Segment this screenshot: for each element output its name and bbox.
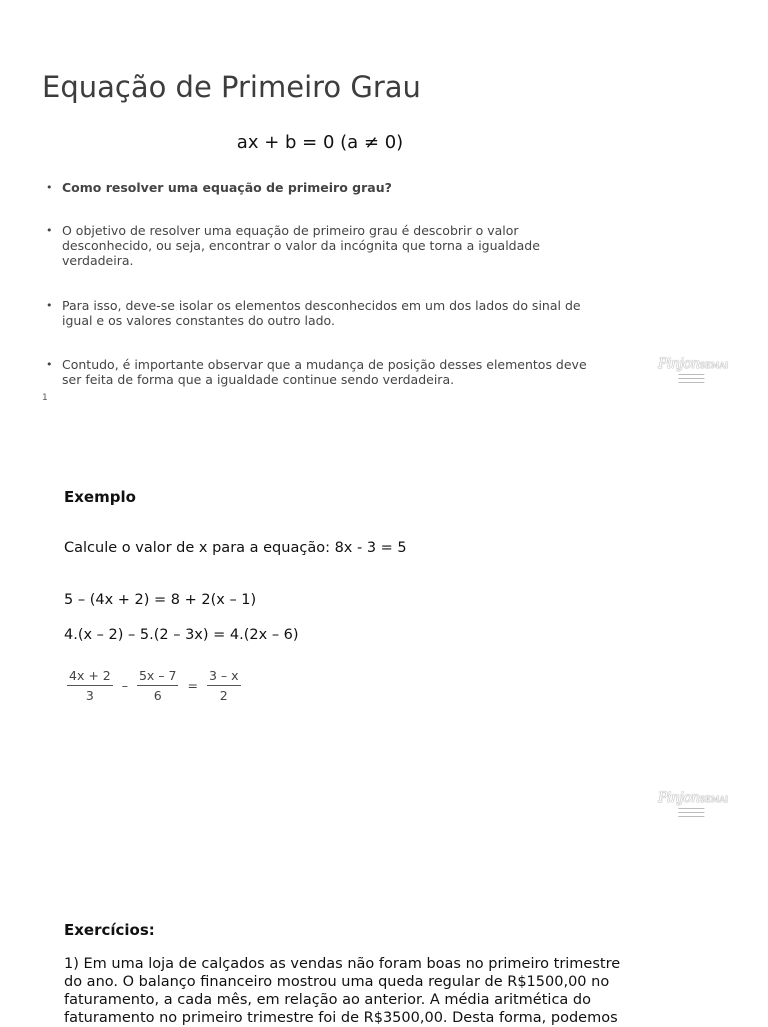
bullet-text: Contudo, é importante observar que a mudança de posição desses elementos deve ser feita de forma que a igualdade continue sendo verdadeira. (62, 357, 587, 387)
fraction: $\frac{3 - x}{2}$ (208, 668, 239, 703)
watermark-logo: PinjonSEMAI (658, 790, 748, 830)
general-formula: ax + b = 0 (a ≠ 0) (236, 132, 404, 153)
exercises-heading: Exercícios: (64, 921, 155, 939)
bullet-text: Para isso, deve-se isolar os elementos desconhecidos em um dos lados do sinal de igual e os valores constantes do outro lado. (62, 298, 581, 328)
example-heading: Exemplo (64, 488, 136, 506)
bullet-item-isolate (46, 298, 606, 328)
bullet-marker: • (46, 299, 53, 312)
page-title: Equação de Primeiro Grau (42, 70, 421, 104)
example-intro: Calcule o valor de x para a equação: 8x - 3 = 5 (64, 540, 407, 556)
watermark-logo: PinjonSEMAI (658, 356, 748, 396)
equation-line: 5 – (4x + 2) = 8 + 2(x – 1) (64, 592, 257, 608)
bullet-marker: • (46, 358, 53, 371)
operator: = (187, 678, 198, 693)
fraction: $\frac{5x - 7}{6}$ (138, 668, 177, 703)
exercise-paragraph: 1) Em uma loja de calçados as vendas não foram boas no primeiro trimestre do ano. O balanço financeiro mostrou uma queda regular de R$1500,00 no faturamento, a cada mês, em relação ao anterior. A média aritmética do faturamento no primeiro trimestre foi de R$3500,00. Desta forma, podemos (64, 956, 621, 1026)
bullet-item-objective (46, 223, 606, 268)
bullet-item-however (46, 357, 606, 387)
fraction: $\frac{4x + 2}{3}$ (69, 668, 111, 703)
bullet-marker: • (46, 181, 53, 194)
bullet-item-question (46, 180, 606, 195)
bullet-marker: • (46, 224, 53, 237)
equation-line: 4.(x – 2) – 5.(2 – 3x) = 4.(2x – 6) (64, 627, 299, 643)
bullet-text: Como resolver uma equação de primeiro grau? (62, 180, 392, 195)
page-number: 1 (42, 393, 48, 403)
operator: – (121, 678, 128, 693)
bullet-text: O objetivo de resolver uma equação de primeiro grau é descobrir o valor desconhecido, ou seja, encontrar o valor da incógnita que torna a igualdade verdadeira. (62, 223, 540, 268)
fraction-equation (64, 668, 244, 703)
